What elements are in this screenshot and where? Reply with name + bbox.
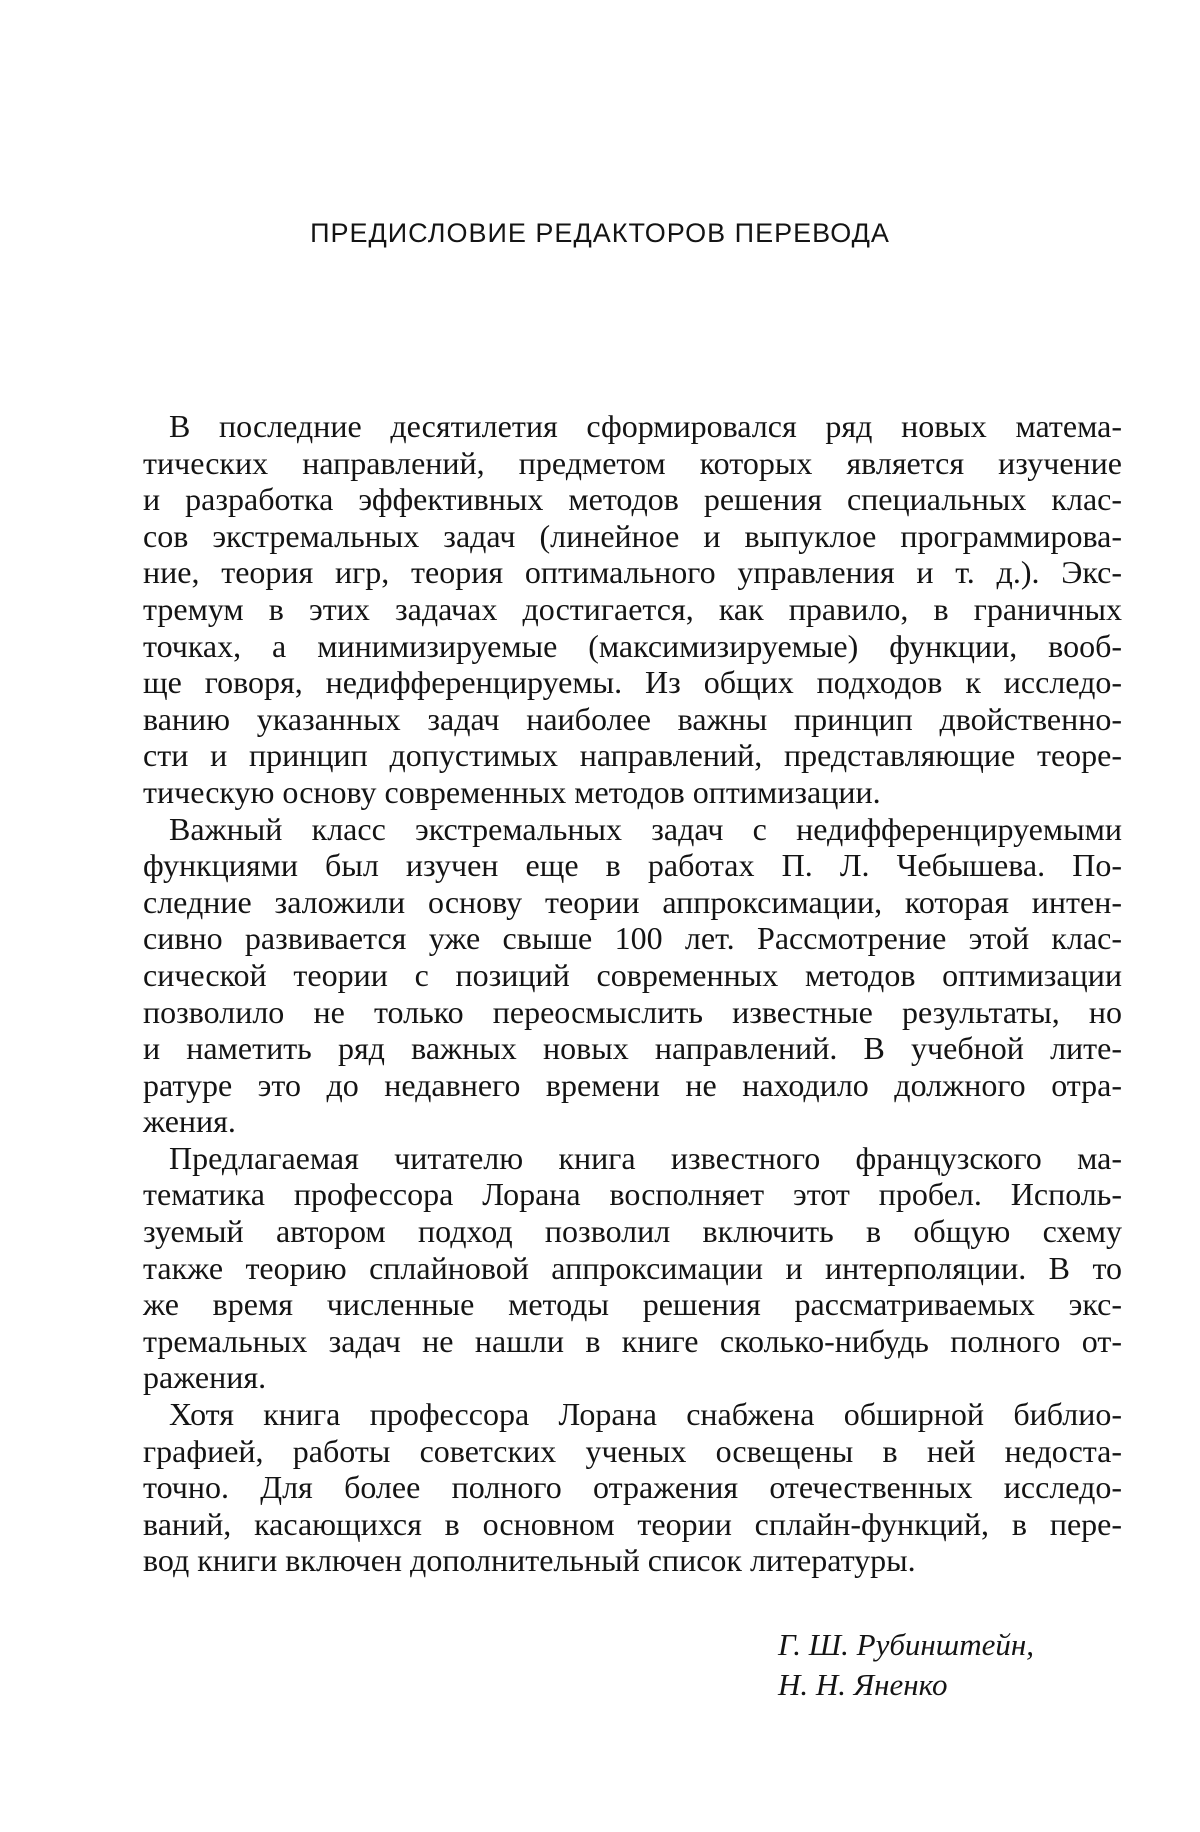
paragraph-4 — [143, 1396, 1122, 1579]
text-line: вод книги включен дополнительный список литературы. — [143, 1542, 1122, 1579]
text-line: Хотя книга профессора Лорана снабжена обширной библио- — [143, 1396, 1122, 1433]
text-line: ражения. — [143, 1359, 1122, 1396]
text-line: тическую основу современных методов оптимизации. — [143, 774, 1122, 811]
page-title: ПРЕДИСЛОВИЕ РЕДАКТОРОВ ПЕРЕВОДА — [0, 218, 1200, 249]
text-line: и разработка эффективных методов решения специальных клас- — [143, 481, 1122, 518]
signature-line-2: Н. Н. Яненко — [778, 1667, 948, 1703]
signature-line-1: Г. Ш. Рубинштейн, — [778, 1627, 1034, 1663]
text-line: В последние десятилетия сформировался ряд новых матема- — [143, 408, 1122, 445]
text-line: ваний, касающихся в основном теории сплайн-функций, в пере- — [143, 1506, 1122, 1543]
paragraph-3 — [143, 1140, 1122, 1396]
text-line: позволило не только переосмыслить известные результаты, но — [143, 994, 1122, 1031]
text-line: графией, работы советских ученых освещены в ней недоста- — [143, 1433, 1122, 1470]
text-line: жения. — [143, 1103, 1122, 1140]
text-line: точках, а минимизируемые (максимизируемые) функции, вооб- — [143, 628, 1122, 665]
text-line: сивно развивается уже свыше 100 лет. Рассмотрение этой клас- — [143, 920, 1122, 957]
text-line: и наметить ряд важных новых направлений. В учебной лите- — [143, 1030, 1122, 1067]
text-line: ратуре это до недавнего времени не находило должного отра- — [143, 1067, 1122, 1104]
text-line: сов экстремальных задач (линейное и выпуклое программирова- — [143, 518, 1122, 555]
text-line: следние заложили основу теории аппроксимации, которая интен- — [143, 884, 1122, 921]
document-page — [0, 0, 1200, 1832]
text-line: точно. Для более полного отражения отечественных исследо- — [143, 1469, 1122, 1506]
text-line: Важный класс экстремальных задач с недифференцируемыми — [143, 811, 1122, 848]
text-line: тремум в этих задачах достигается, как правило, в граничных — [143, 591, 1122, 628]
paragraph-1 — [143, 408, 1122, 811]
text-line: тематика профессора Лорана восполняет этот пробел. Исполь- — [143, 1176, 1122, 1213]
paragraph-2 — [143, 811, 1122, 1140]
text-line: сти и принцип допустимых направлений, представляющие теоре- — [143, 737, 1122, 774]
text-line: сической теории с позиций современных методов оптимизации — [143, 957, 1122, 994]
text-line: ще говоря, недифференцируемы. Из общих подходов к исследо- — [143, 664, 1122, 701]
text-line: тремальных задач не нашли в книге сколько-нибудь полного от- — [143, 1323, 1122, 1360]
text-line: зуемый автором подход позволил включить в общую схему — [143, 1213, 1122, 1250]
text-line: ванию указанных задач наиболее важны принцип двойственно- — [143, 701, 1122, 738]
text-line: тических направлений, предметом которых является изучение — [143, 445, 1122, 482]
text-line: Предлагаемая читателю книга известного французского ма- — [143, 1140, 1122, 1177]
preface-body — [143, 408, 1122, 1579]
text-line: же время численные методы решения рассматриваемых экс- — [143, 1286, 1122, 1323]
text-line: функциями был изучен еще в работах П. Л. Чебышева. По- — [143, 847, 1122, 884]
text-line: ние, теория игр, теория оптимального управления и т. д.). Экс- — [143, 554, 1122, 591]
text-line: также теорию сплайновой аппроксимации и интерполяции. В то — [143, 1250, 1122, 1287]
